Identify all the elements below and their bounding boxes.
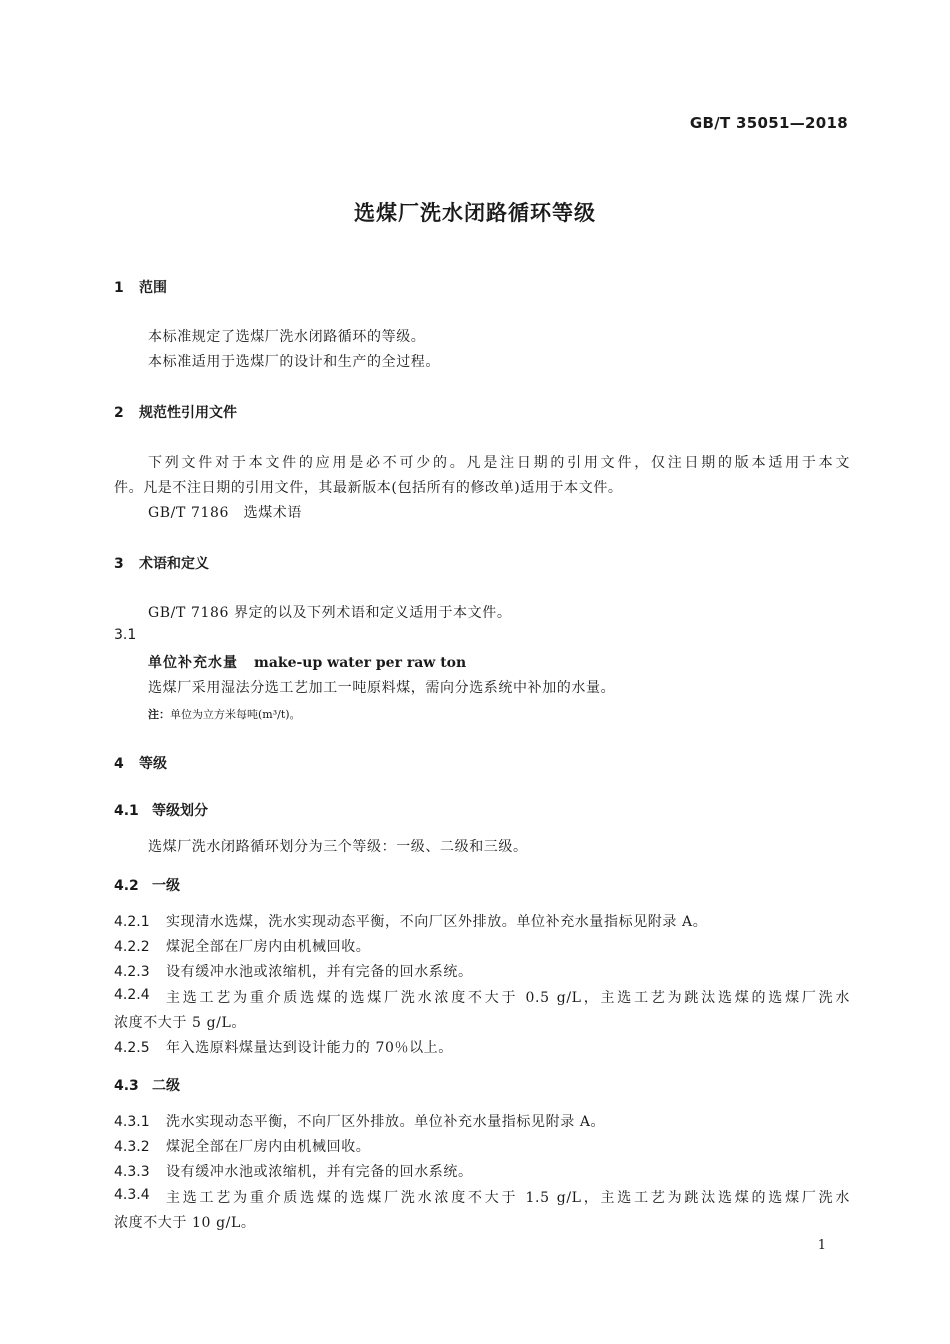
clause-text: 主选工艺为重介质选煤的选煤厂洗水浓度不大于 0.5 g/L，主选工艺为跳汰选煤的选煤厂洗水: [166, 990, 850, 1006]
section-heading-3: [114, 553, 209, 573]
subsection-number: 4.2: [114, 878, 139, 894]
section-title: 规范性引用文件: [139, 405, 237, 421]
subsection-heading-4-2: [114, 875, 180, 895]
clause-number: 4.2.2: [114, 939, 150, 955]
clause-item: [114, 1111, 605, 1131]
section-number: 2: [114, 405, 124, 421]
clause-text: 设有缓冲水池或浓缩机，并有完备的回水系统。: [166, 964, 473, 980]
section-title: 术语和定义: [139, 556, 209, 572]
clause-item: [114, 961, 473, 981]
paragraph: 本标准适用于选煤厂的设计和生产的全过程。: [148, 354, 440, 370]
section-number: 4: [114, 756, 124, 772]
term-entry: [148, 652, 466, 672]
clause-continuation: 浓度不大于 5 g/L。: [114, 1015, 246, 1031]
clause-text: 洗水实现动态平衡，不向厂区外排放。单位补充水量指标见附录 A。: [166, 1114, 606, 1130]
clause-continuation: 浓度不大于 10 g/L。: [114, 1215, 256, 1231]
clause-text: 设有缓冲水池或浓缩机，并有完备的回水系统。: [166, 1164, 473, 1180]
paragraph: 本标准规定了选煤厂洗水闭路循环的等级。: [148, 329, 426, 345]
note-label: 注：: [148, 708, 170, 721]
subsection-heading-4-1: [114, 800, 208, 820]
subsection-number: 4.1: [114, 803, 139, 819]
clause-item: [114, 987, 850, 1007]
paragraph: GB/T 7186 界定的以及下列术语和定义适用于本文件。: [148, 605, 512, 621]
clause-text: 煤泥全部在厂房内由机械回收。: [166, 939, 371, 955]
paragraph-continuation: 件。凡是不注日期的引用文件，其最新版本(包括所有的修改单)适用于本文件。: [114, 480, 623, 496]
section-title: 等级: [139, 756, 167, 772]
clause-number: 4.2.1: [114, 914, 150, 930]
term-english: make-up water per raw ton: [254, 655, 467, 671]
clause-number: 4.2.4: [114, 987, 150, 1003]
section-number: 1: [114, 280, 124, 296]
note: [148, 706, 301, 722]
term-chinese: 单位补充水量: [148, 655, 238, 671]
subsection-title: 一级: [152, 878, 180, 894]
document-title: 选煤厂洗水闭路循环等级: [354, 201, 596, 225]
clause-text: 年入选原料煤量达到设计能力的 70％以上。: [166, 1040, 453, 1056]
clause-number: 4.3.1: [114, 1114, 150, 1130]
page-number: 1: [817, 1238, 826, 1253]
clause-number: 4.3.2: [114, 1139, 150, 1155]
section-number: 3: [114, 556, 124, 572]
subsection-title: 等级划分: [152, 803, 208, 819]
standard-code: GB/T 35051—2018: [689, 114, 848, 132]
normative-reference: GB/T 7186 选煤术语: [148, 505, 303, 521]
clause-text: 主选工艺为重介质选煤的选煤厂洗水浓度不大于 1.5 g/L，主选工艺为跳汰选煤的选煤厂洗水: [166, 1190, 850, 1206]
term-definition: 选煤厂采用湿法分选工艺加工一吨原料煤，需向分选系统中补加的水量。: [148, 680, 616, 696]
clause-number: 4.2.3: [114, 964, 150, 980]
note-text: 单位为立方米每吨(m³/t)。: [170, 708, 301, 721]
clause-item: [114, 1136, 370, 1156]
clause-item: [114, 936, 370, 956]
section-title: 范围: [139, 280, 167, 296]
paragraph: 选煤厂洗水闭路循环划分为三个等级：一级、二级和三级。: [148, 839, 528, 855]
term-number: 3.1: [114, 627, 137, 643]
section-heading-2: [114, 402, 237, 422]
subsection-heading-4-3: [114, 1075, 180, 1095]
clause-item: [114, 1187, 850, 1207]
subsection-title: 二级: [152, 1078, 180, 1094]
clause-text: 实现清水选煤，洗水实现动态平衡，不向厂区外排放。单位补充水量指标见附录 A。: [166, 914, 708, 930]
section-heading-4: [114, 753, 167, 773]
clause-text: 煤泥全部在厂房内由机械回收。: [166, 1139, 371, 1155]
paragraph: 下列文件对于本文件的应用是必不可少的。凡是注日期的引用文件，仅注日期的版本适用于本文: [148, 455, 850, 471]
clause-item: [114, 1037, 453, 1057]
subsection-number: 4.3: [114, 1078, 139, 1094]
clause-number: 4.3.4: [114, 1187, 150, 1203]
section-heading-1: [114, 277, 167, 297]
clause-number: 4.3.3: [114, 1164, 150, 1180]
clause-number: 4.2.5: [114, 1040, 150, 1056]
clause-item: [114, 911, 707, 931]
clause-item: [114, 1161, 473, 1181]
